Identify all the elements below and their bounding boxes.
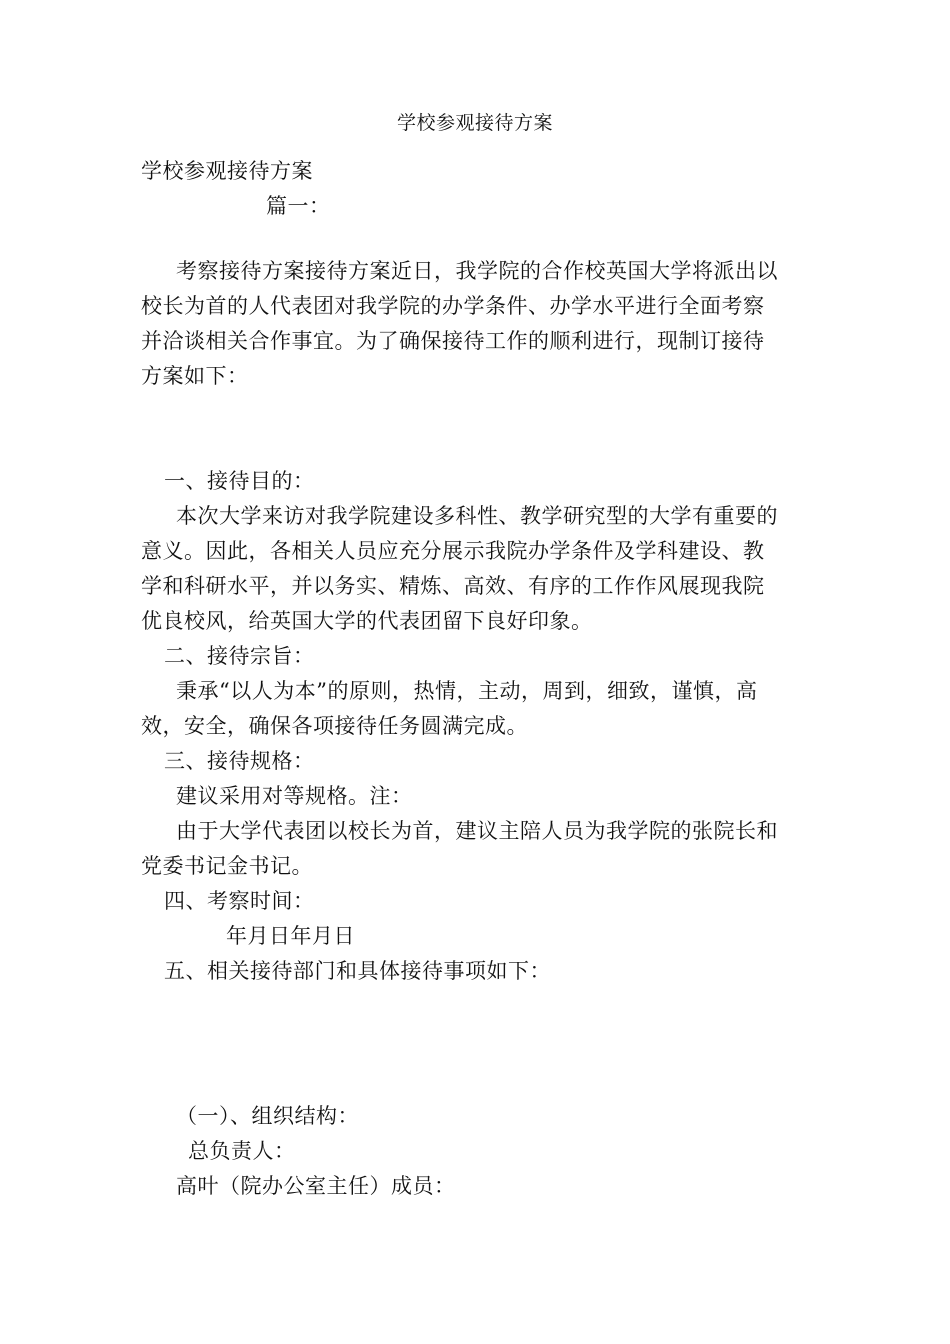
- org-leader-line: 高叶（院办公室主任）成员：: [176, 1174, 456, 1198]
- part-label: 篇一：: [266, 194, 331, 218]
- section2-line-1: 秉承“以人为本”的原则，热情，主动，周到，细致，谨慎，高: [176, 679, 758, 703]
- section1-line-3: 学和科研水平，并以务实、精炼、高效、有序的工作作风展现我院: [141, 574, 765, 598]
- section1-line-4: 优良校风，给英国大学的代表团留下良好印象。: [141, 609, 593, 633]
- section4-heading: 四、考察时间：: [164, 889, 315, 913]
- section2-heading: 二、接待宗旨：: [164, 644, 315, 668]
- intro-line-4: 方案如下：: [141, 364, 249, 388]
- document-title: 学校参观接待方案: [396, 112, 553, 134]
- section1-line-2: 意义。因此，各相关人员应充分展示我院办学条件及学科建设、教: [141, 539, 765, 563]
- intro-line-2: 校长为首的人代表团对我学院的办学条件、办学水平进行全面考察: [141, 294, 765, 318]
- section1-line-1: 本次大学来访对我学院建设多科性、教学研究型的大学有重要的: [176, 504, 778, 528]
- intro-line-1: 考察接待方案接待方案近日，我学院的合作校英国大学将派出以: [176, 259, 778, 283]
- intro-line-3: 并洽谈相关合作事宜。为了确保接待工作的顺利进行，现制订接待: [141, 329, 765, 353]
- section3-line-2: 由于大学代表团以校长为首，建议主陪人员为我学院的张院长和: [176, 819, 778, 843]
- section1-heading: 一、接待目的：: [164, 469, 315, 493]
- section5-heading: 五、相关接待部门和具体接待事项如下：: [164, 959, 551, 983]
- section3-line-1: 建议采用对等规格。注：: [176, 784, 413, 808]
- org-heading: （一）、组织结构：: [176, 1104, 359, 1128]
- document-subtitle: 学校参观接待方案: [141, 159, 313, 183]
- section4-line-1: 年月日年月日: [226, 924, 355, 948]
- section3-heading: 三、接待规格：: [164, 749, 315, 773]
- org-leader-label: 总负责人：: [188, 1139, 296, 1163]
- section2-line-2: 效，安全，确保各项接待任务圆满完成。: [141, 714, 528, 738]
- section3-line-3: 党委书记金书记。: [141, 854, 313, 878]
